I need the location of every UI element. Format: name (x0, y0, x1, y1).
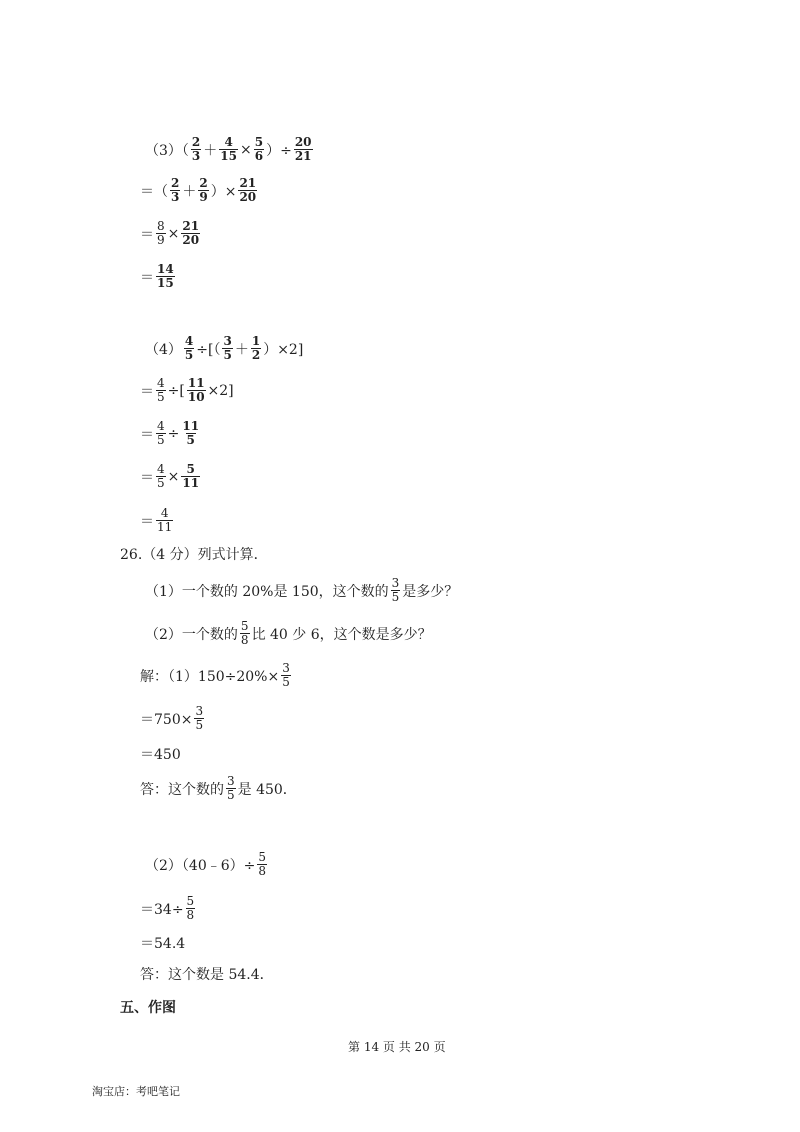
fraction: $\frac{20}{21}$ (294, 135, 312, 163)
fraction: $\frac{2}{3}$ (191, 135, 201, 163)
question-26-part2: （2）一个数的 $\frac{5}{8}$ 比 40 少 6，这个数是多少？ (145, 619, 432, 647)
solution-line3: ＝450 (140, 747, 181, 763)
fraction: $\frac{1}{2}$ (251, 334, 261, 362)
solution-line4: （2）（40﹣6）÷ $\frac{5}{8}$ (145, 850, 266, 878)
fraction: $\frac{21}{20}$ (239, 176, 257, 204)
fraction: $\frac{3}{5}$ (391, 576, 400, 604)
fraction: $\frac{4}{5}$ (157, 376, 165, 404)
fraction: $\frac{4}{5}$ (184, 334, 194, 362)
fraction: $\frac{3}{5}$ (223, 334, 232, 362)
p3-line2: ＝（ $\frac{2}{3}$ ＋ $\frac{2}{9}$ ）× $\frac{21}{20}$ (140, 176, 257, 204)
fraction: $\frac{5}{6}$ (254, 135, 264, 163)
shop-name: 淘宝店：考吧笔记 (92, 1085, 180, 1098)
solution-line1: 解：（1）150÷20%× $\frac{3}{5}$ (140, 661, 290, 689)
answer-1: 答：这个数的 $\frac{3}{5}$ 是 450． (140, 774, 297, 802)
p4-line4: ＝ $\frac{4}{5}$ × $\frac{5}{11}$ (140, 462, 200, 490)
fraction: $\frac{5}{8}$ (240, 619, 249, 647)
solution-line5: ＝34÷ $\frac{5}{8}$ (140, 894, 195, 922)
fraction: $\frac{2}{9}$ (199, 176, 208, 204)
fraction: $\frac{4}{15}$ (220, 135, 237, 163)
fraction: $\frac{21}{20}$ (182, 219, 200, 247)
fraction: $\frac{14}{15}$ (157, 262, 174, 290)
p3-line1: （3）（ $\frac{2}{3}$ ＋ $\frac{4}{15}$ × $\frac{5}{6}$ ）÷ $\frac{20}{21}$ (145, 135, 312, 163)
fraction: $\frac{4}{11}$ (157, 506, 173, 534)
p3-line3: ＝ $\frac{8}{9}$ × $\frac{21}{20}$ (140, 219, 200, 247)
fraction: $\frac{11}{5}$ (182, 419, 200, 447)
p4-line2: ＝ $\frac{4}{5}$ ÷[ $\frac{11}{10}$ ×2] (140, 376, 234, 404)
p3-line4: ＝ $\frac{14}{15}$ (140, 262, 174, 290)
fraction: $\frac{5}{11}$ (182, 462, 200, 490)
fraction: $\frac{8}{9}$ (157, 219, 165, 247)
p4-line3: ＝ $\frac{4}{5}$ ÷ $\frac{11}{5}$ (140, 419, 200, 447)
section-heading: 五、作图 (120, 1000, 176, 1016)
solution-line2: ＝750× $\frac{3}{5}$ (140, 704, 204, 732)
question-26-title: 26.（4 分）列式计算． (120, 547, 268, 563)
p4-line1: （4） $\frac{4}{5}$ ÷[（ $\frac{3}{5}$ ＋ $\frac{1}{2}$ ）×2] (145, 334, 304, 362)
p3-label: （3）（ (145, 142, 189, 159)
fraction: $\frac{5}{8}$ (186, 894, 195, 922)
fraction: $\frac{4}{5}$ (157, 462, 165, 490)
fraction: $\frac{11}{10}$ (187, 376, 205, 404)
solution-line6: ＝54.4 (140, 936, 186, 952)
fraction: $\frac{5}{8}$ (258, 850, 266, 878)
fraction: $\frac{2}{3}$ (171, 176, 180, 204)
page-number: 第 14 页 共 20 页 (348, 1040, 446, 1054)
fraction: $\frac{4}{5}$ (157, 419, 165, 447)
p4-line5: ＝ $\frac{4}{11}$ (140, 506, 173, 534)
question-26-part1: （1）一个数的 20%是 150，这个数的 $\frac{3}{5}$ 是多少？ (145, 576, 459, 604)
fraction: $\frac{3}{5}$ (282, 661, 290, 689)
answer-2: 答：这个数是 54.4． (140, 967, 274, 983)
fraction: $\frac{3}{5}$ (195, 704, 204, 732)
fraction: $\frac{3}{5}$ (227, 774, 235, 802)
